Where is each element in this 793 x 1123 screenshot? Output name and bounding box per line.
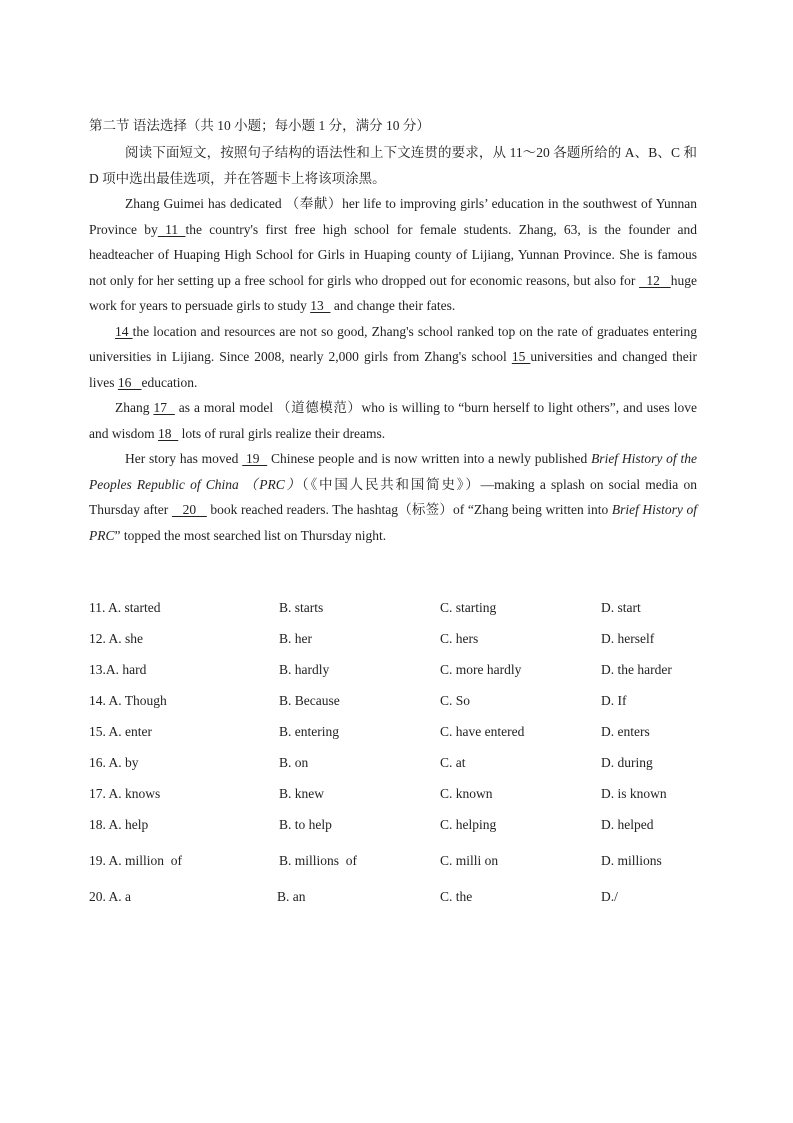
text: ” topped the most searched list on Thursday night. xyxy=(114,527,387,543)
option-d[interactable]: D./ xyxy=(601,889,618,904)
option-a[interactable]: 16. A. by xyxy=(89,755,139,770)
text: Her story has moved xyxy=(125,451,243,466)
option-b[interactable]: B. her xyxy=(279,631,312,646)
text: and change their fates. xyxy=(330,298,456,313)
text: book reached readers. The hashtag（标签）of “Zhang being written into xyxy=(206,502,612,517)
blank-19: 19 xyxy=(242,451,268,466)
blank-13: 13 xyxy=(310,298,331,313)
question-row-16 xyxy=(89,751,709,782)
question-row-20 xyxy=(89,885,709,916)
option-d[interactable]: D. the harder xyxy=(601,662,672,677)
question-row-15 xyxy=(89,720,709,751)
option-b[interactable]: B. to help xyxy=(279,817,332,832)
text: lots of rural girls realize their dreams. xyxy=(178,425,386,441)
option-c[interactable]: C. helping xyxy=(440,817,497,832)
blank-15: 15 xyxy=(511,349,531,364)
option-b[interactable]: B. an xyxy=(277,889,306,904)
option-d[interactable]: D. millions xyxy=(601,853,662,868)
text: as a moral model （道德模范）who is willing to “burn herself to light others”, and uses love and wisdom xyxy=(89,400,697,441)
question-row-12 xyxy=(89,627,709,658)
option-d[interactable]: D. If xyxy=(601,693,627,708)
text: huge work for years to persuade girls to study xyxy=(89,272,697,313)
blank-16: 16 xyxy=(117,374,142,390)
option-a[interactable]: 17. A. knows xyxy=(89,786,161,801)
blank-18: 18 xyxy=(158,425,179,441)
question-row-18 xyxy=(89,813,709,849)
text: Zhang xyxy=(115,400,154,415)
passage-paragraph-2 xyxy=(89,319,697,396)
blank-14: 14 xyxy=(115,323,133,339)
answer-options xyxy=(89,596,709,916)
option-a[interactable]: 13.A. hard xyxy=(89,662,147,677)
option-d[interactable]: D. start xyxy=(601,600,641,615)
option-d[interactable]: D. during xyxy=(601,755,653,770)
text: the location and resources are not so good, Zhang's school ranked top on the rate of graduates entering universities in Lijiang. Since 2008, nearly 2,000 girls from Zhang's school xyxy=(89,323,697,364)
option-c[interactable]: C. milli on xyxy=(440,853,499,868)
question-row-17 xyxy=(89,782,709,813)
option-c[interactable]: C. more hardly xyxy=(440,662,522,677)
text: （《中国人民共和国简史》）—making a splash on social media on Thursday after xyxy=(89,476,697,517)
passage-paragraph-1 xyxy=(89,191,697,319)
option-d[interactable]: D. is known xyxy=(601,786,667,801)
passage-paragraph-4 xyxy=(89,446,697,548)
text: universities and changed their lives xyxy=(89,349,697,390)
option-a[interactable]: 12. A. she xyxy=(89,631,143,646)
option-b[interactable]: B. starts xyxy=(279,600,324,615)
option-b[interactable]: B. hardly xyxy=(279,662,330,677)
option-a[interactable]: 19. A. million of xyxy=(89,853,183,868)
option-b[interactable]: B. on xyxy=(279,755,309,770)
question-row-11 xyxy=(89,596,709,627)
option-c[interactable]: C. the xyxy=(440,889,473,904)
book-title-short: Brief History of PRC xyxy=(89,502,698,543)
option-d[interactable]: D. enters xyxy=(601,724,650,739)
option-c[interactable]: C. So xyxy=(440,693,471,708)
section-heading: 第二节 语法选择（共 10 小题；每小题 1 分，满分 10 分） xyxy=(89,118,430,133)
option-a[interactable]: 15. A. enter xyxy=(89,724,152,739)
option-d[interactable]: D. herself xyxy=(601,631,655,646)
blank-17: 17 xyxy=(153,400,175,415)
book-title: Brief History of the Peoples Republic of China （PRC） xyxy=(89,451,697,492)
blank-12: 12 xyxy=(639,272,671,288)
question-row-19 xyxy=(89,849,709,885)
option-c[interactable]: C. have entered xyxy=(440,724,525,739)
text: education. xyxy=(141,374,198,390)
option-b[interactable]: B. Because xyxy=(279,693,340,708)
passage-paragraph-3 xyxy=(89,395,697,446)
exam-section xyxy=(89,116,697,548)
option-b[interactable]: B. knew xyxy=(279,786,324,801)
option-a[interactable]: 14. A. Though xyxy=(89,693,167,708)
blank-20: 20 xyxy=(171,502,207,517)
option-c[interactable]: C. at xyxy=(440,755,466,770)
option-a[interactable]: 20. A. a xyxy=(89,889,131,904)
text: the country's first free high school for female students. Zhang, 63, is the founder and headteacher of Huaping High School for Girls in Huaping county of Lijiang, Yunnan Province. She is famous not only for her setting up a free school for girls who dropped out for economic reasons, but also for xyxy=(89,221,697,288)
blank-11: 11 xyxy=(157,221,186,237)
option-b[interactable]: B. millions of xyxy=(279,853,358,868)
option-c[interactable]: C. known xyxy=(440,786,493,801)
option-c[interactable]: C. starting xyxy=(440,600,497,615)
text: Zhang Guimei has dedicated （奉献）her life to improving girls’ education in the southwest of Yunnan Province by xyxy=(89,196,697,237)
question-row-13 xyxy=(89,658,709,689)
option-a[interactable]: 18. A. help xyxy=(89,817,149,832)
option-b[interactable]: B. entering xyxy=(279,724,339,739)
option-d[interactable]: D. helped xyxy=(601,817,654,832)
question-row-14 xyxy=(89,689,709,720)
option-c[interactable]: C. hers xyxy=(440,631,479,646)
text: Chinese people and is now written into a newly published xyxy=(267,451,592,466)
option-a[interactable]: 11. A. started xyxy=(89,600,161,615)
instructions: 阅读下面短文，按照句子结构的语法性和上下文连贯的要求，从 11～20 各题所给的 A、B、C 和 D 项中选出最佳选项，并在答题卡上将该项涂黑。 xyxy=(89,145,697,186)
